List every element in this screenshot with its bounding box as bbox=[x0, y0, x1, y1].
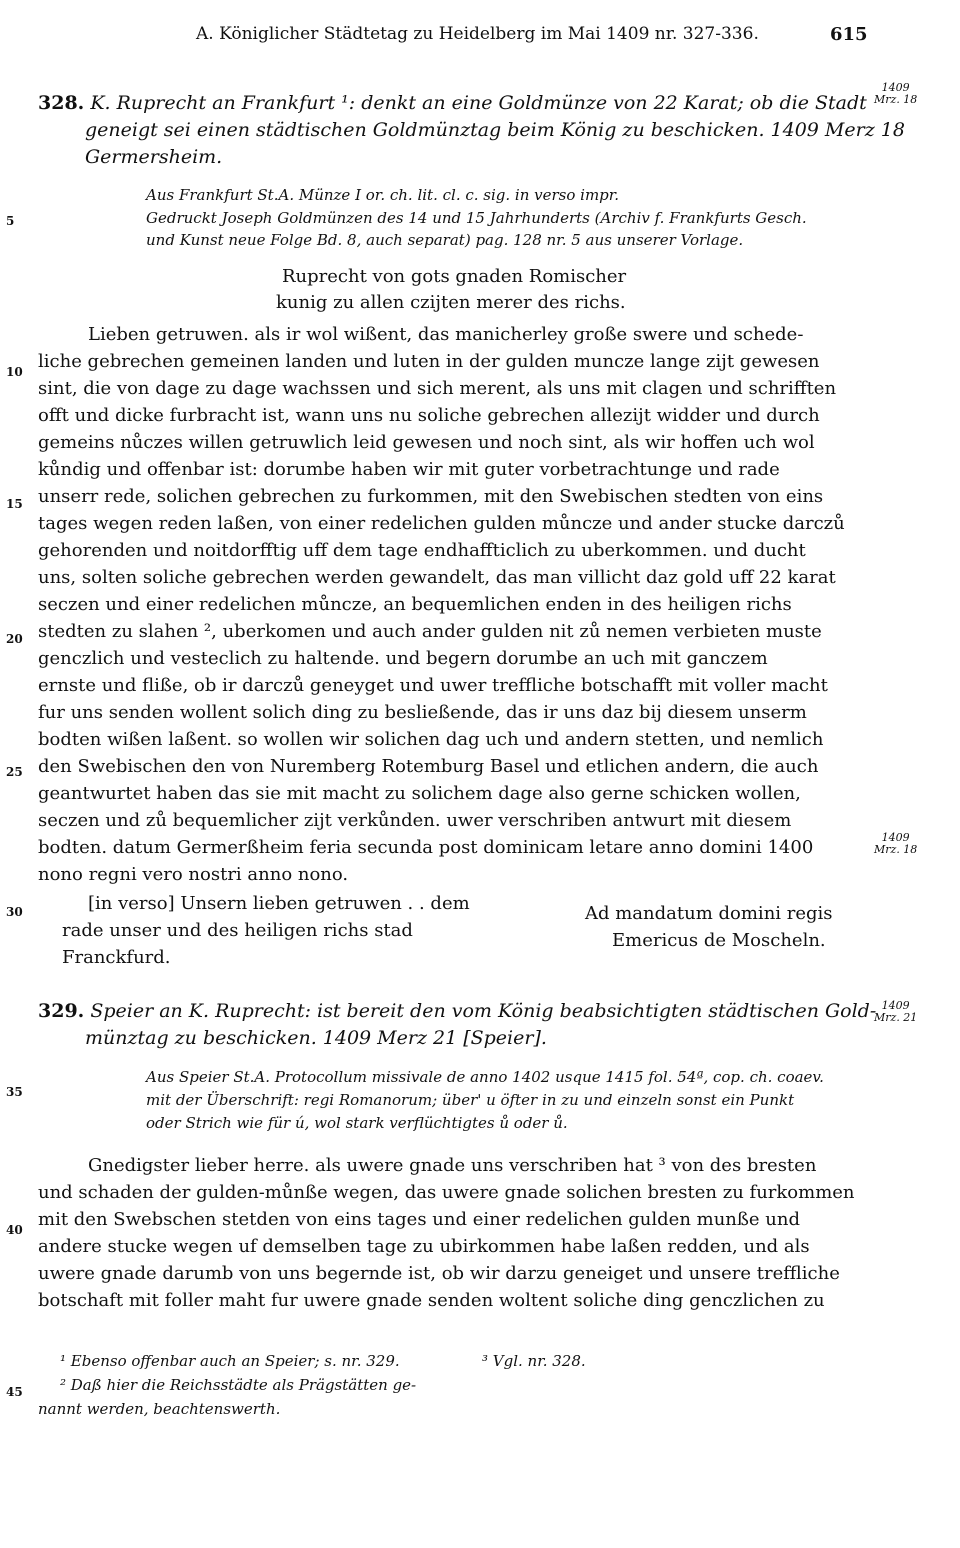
doc329-body-line: uwere gnade darumb von uns begernde ist, ob wir darzu geneiget und unsere treffliche bbox=[38, 1263, 840, 1284]
margin-date-329: 1409 Mrz. 21 bbox=[874, 999, 918, 1024]
footnote-2-line-2: nannt werden, beachtenswerth. bbox=[38, 1400, 281, 1418]
line-number-10: 10 bbox=[6, 365, 23, 379]
doc328-body-line: kůndig und offenbar ist: dorumbe haben wir mit guter vorbetrachtunge und rade bbox=[38, 459, 780, 480]
doc328-body-line: seczen und zů bequemlicher zijt verkůnden. uwer verschriben antwurt mit diesem bbox=[38, 810, 792, 831]
page-number: 615 bbox=[830, 24, 868, 45]
doc328-body-line: liche gebrechen gemeinen landen und luten in der gulden muncze lange zijt gewesen bbox=[38, 351, 820, 372]
doc328-body-line: tages wegen reden laßen, von einer redelichen gulden můncze und ander stucke darczů bbox=[38, 513, 845, 534]
doc328-source-line-3: und Kunst neue Folge Bd. 8, auch separat) pag. 128 nr. 5 aus unserer Vorlage. bbox=[146, 231, 744, 249]
doc329-source-line-3: oder Strich wie für ú, wol stark verflüchtigtes ů oder ů. bbox=[146, 1114, 568, 1132]
doc328-title-line-3: Germersheim. bbox=[85, 146, 223, 168]
doc328-body-line: fur uns senden wollent solich ding zu besließende, das ir uns daz bij diesem unserm bbox=[38, 702, 807, 723]
doc329-source-line-1: Aus Speier St.A. Protocollum missivale de anno 1402 usque 1415 fol. 54ª, cop. ch. coaev. bbox=[146, 1068, 824, 1086]
doc328-body-line: bodten. datum Germerßheim feria secunda post dominicam letare anno domini 1400 bbox=[38, 837, 814, 858]
doc328-address-line-3: Franckfurd. bbox=[62, 947, 171, 968]
doc328-body-line: seczen und einer redelichen můncze, an bequemlichen enden in des heiligen richs bbox=[38, 594, 792, 615]
doc328-body-line: unserr rede, solichen gebrechen zu furkommen, mit den Swebischen stedten von eins bbox=[38, 486, 824, 507]
doc328-source-line-2: Gedruckt Joseph Goldmünzen des 14 und 15 Jahrhunderts (Archiv f. Frankfurts Gesch. bbox=[146, 209, 807, 227]
doc328-body-line: den Swebischen den von Nuremberg Rotemburg Basel und etlichen andern, die auch bbox=[38, 756, 819, 777]
doc328-address-line-2: rade unser und des heiligen richs stad bbox=[62, 920, 413, 941]
doc328-body-line: ernste und fliße, ob ir darczů geneyget und uwer treffliche botschafft mit voller macht bbox=[38, 675, 828, 696]
doc328-body-line: genczlich und vesteclich zu haltende. und begern dorumbe an uch mit ganczem bbox=[38, 648, 768, 669]
line-number-40: 40 bbox=[6, 1223, 23, 1237]
doc328-salutation-line-2: kunig zu allen czijten merer des richs. bbox=[276, 292, 626, 313]
line-number-25: 25 bbox=[6, 765, 23, 779]
doc328-number: 328. bbox=[38, 92, 85, 114]
doc329-body-line: andere stucke wegen uf demselben tage zu ubirkommen habe laßen redden, und als bbox=[38, 1236, 810, 1257]
margin-date-328-top: 1409 Mrz. 18 bbox=[874, 81, 918, 106]
doc328-signature-line-1: Ad mandatum domini regis bbox=[585, 903, 833, 924]
doc329-body-line: botschaft mit foller maht fur uwere gnade senden woltent soliche ding genczlichen zu bbox=[38, 1290, 825, 1311]
line-number-5: 5 bbox=[6, 214, 15, 228]
line-number-15: 15 bbox=[6, 497, 23, 511]
doc328-address-line-1: [in verso] Unsern lieben getruwen . . dem bbox=[88, 893, 470, 914]
doc328-body-line: gemeins nůczes willen getruwlich leid gewesen und noch sint, als wir hoffen uch wol bbox=[38, 432, 815, 453]
doc328-body-line: geantwurtet haben das sie mit macht zu solichem dage also gerne schicken wollen, bbox=[38, 783, 801, 804]
doc328-body-line: nono regni vero nostri anno nono. bbox=[38, 864, 349, 885]
footnote-3: ³ Vgl. nr. 328. bbox=[482, 1352, 586, 1370]
line-number-35: 35 bbox=[6, 1085, 23, 1099]
running-title: A. Königlicher Städtetag zu Heidelberg im Mai 1409 nr. 327-336. bbox=[196, 24, 759, 44]
doc329-body-line: mit den Swebschen stetden von eins tages und einer redelichen gulden munße und bbox=[38, 1209, 801, 1230]
doc328-body-line: bodten wißen laßent. so wollen wir solichen dag uch und andern stetten, und nemlich bbox=[38, 729, 824, 750]
doc329-title-line-2: münztag zu beschicken. 1409 Merz 21 [Speier]. bbox=[85, 1027, 547, 1049]
doc328-body-line: offt und dicke furbracht ist, wann uns nu soliche gebrechen allezijt widder und durch bbox=[38, 405, 820, 426]
doc328-title-line-2: geneigt sei einen städtischen Goldmünztag beim König zu beschicken. 1409 Merz 18 bbox=[85, 119, 905, 141]
line-number-20: 20 bbox=[6, 632, 23, 646]
line-number-45: 45 bbox=[6, 1385, 23, 1399]
doc328-body-line: sint, die von dage zu dage wachssen und sich merent, als uns mit clagen und schrifften bbox=[38, 378, 837, 399]
doc329-body-line: Gnedigster lieber herre. als uwere gnade uns verschriben hat ³ von des bresten bbox=[88, 1155, 817, 1176]
doc329-number: 329. bbox=[38, 1000, 85, 1022]
doc328-signature-line-2: Emericus de Moscheln. bbox=[612, 930, 826, 951]
footnote-1: ¹ Ebenso offenbar auch an Speier; s. nr. 329. bbox=[60, 1352, 400, 1370]
doc328-salutation-line-1: Ruprecht von gots gnaden Romischer bbox=[282, 266, 627, 287]
doc328-body-line: Lieben getruwen. als ir wol wißent, das manicherley große swere und schede- bbox=[88, 324, 804, 345]
doc329-body-line: und schaden der gulden-můnße wegen, das uwere gnade solichen bresten zu furkommen bbox=[38, 1182, 855, 1203]
doc329-source-line-2: mit der Überschrift: regi Romanorum; über' u öfter in zu und einzeln sonst ein Punkt bbox=[146, 1091, 795, 1109]
doc329-title-line-1: 329. Speier an K. Ruprecht: ist bereit den vom König beabsichtigten städtischen Gold- bbox=[38, 1000, 877, 1022]
line-number-30: 30 bbox=[6, 905, 23, 919]
doc328-body-line: stedten zu slahen ², uberkomen und auch ander gulden nit zů nemen verbieten muste bbox=[38, 621, 822, 642]
doc328-body-line: uns, solten soliche gebrechen werden gewandelt, das man villicht daz gold uff 22 karat bbox=[38, 567, 836, 588]
footnote-2-line-1: ² Daß hier die Reichsstädte als Prägstätten ge- bbox=[60, 1376, 417, 1394]
margin-date-328-datum: 1409 Mrz. 18 bbox=[874, 831, 918, 856]
doc328-source-line-1: Aus Frankfurt St.A. Münze I or. ch. lit. cl. c. sig. in verso impr. bbox=[146, 186, 620, 204]
doc328-body-line: gehorenden und noitdorfftig uff dem tage endhaffticlich zu uberkommen. und ducht bbox=[38, 540, 806, 561]
doc328-title-line-1: 328. K. Ruprecht an Frankfurt ¹: denkt an eine Goldmünze von 22 Karat; ob die Stadt bbox=[38, 92, 867, 114]
